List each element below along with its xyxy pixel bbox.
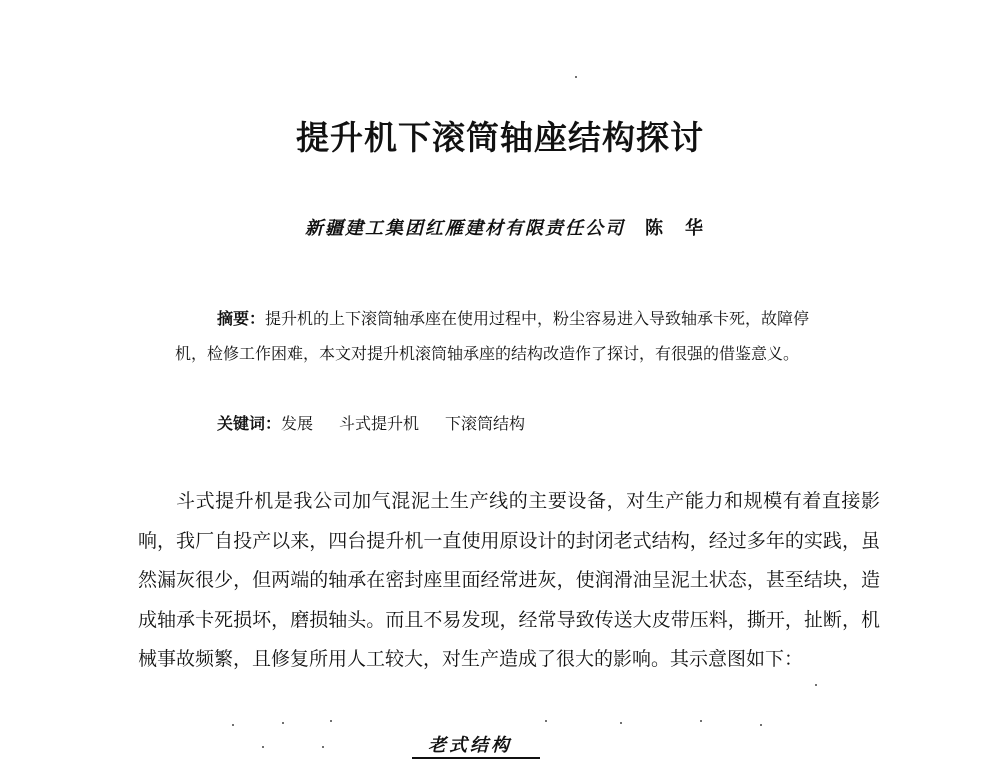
figure-caption: 老式结构	[412, 731, 540, 759]
keyword-item: 下滚筒结构	[445, 414, 526, 433]
abstract	[175, 301, 835, 371]
paper-title: 提升机下滚筒轴座结构探讨	[296, 118, 704, 157]
body-text	[138, 482, 880, 680]
keyword-item: 发展	[281, 414, 314, 433]
keywords-label: 关键词：	[217, 414, 282, 433]
body-paragraph: 斗式提升机是我公司加气混泥土生产线的主要设备，对生产能力和规模有着直接影响，我厂自投产以来，四台提升机一直使用原设计的封闭老式结构，经过多年的实践，虽然漏灰很少，但两端的轴承在密封座里面经常进灰，使润滑油呈泥土状态，甚至结块，造成轴承卡死损坏，磨损轴头。而且不易发现，经常导致传送大皮带压料，撕开，扯断，机械事故频繁，且修复所用人工较大，对生产造成了很大的影响。其示意图如下：	[138, 490, 880, 670]
keyword-item: 斗式提升机	[339, 414, 420, 433]
abstract-label: 摘要：	[217, 309, 266, 328]
keywords	[217, 411, 551, 434]
author-name: 陈华	[645, 218, 725, 239]
author-affiliation: 新疆建工集团红雁建材有限责任公司	[305, 218, 625, 239]
abstract-text: 提升机的上下滚筒轴承座在使用过程中，粉尘容易进入导致轴承卡死，故障停机，检修工作困难，本文对提升机滚筒轴承座的结构改造作了探讨，有很强的借鉴意义。	[175, 309, 810, 363]
